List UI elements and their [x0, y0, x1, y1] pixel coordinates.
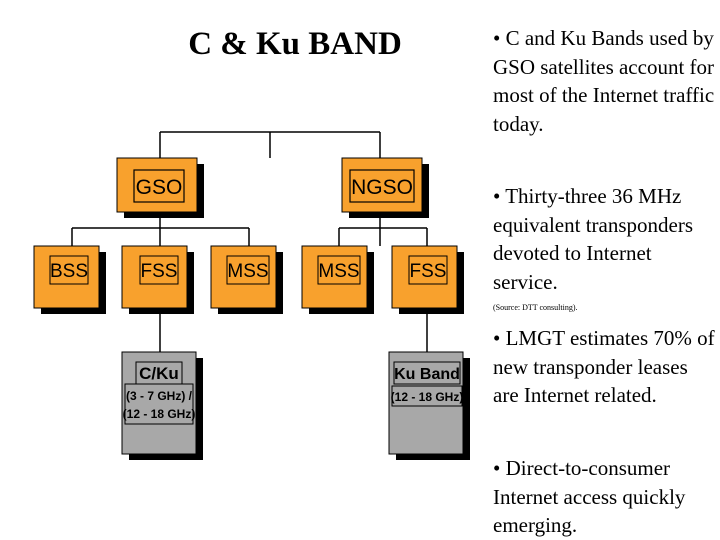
service-node-mss-gso: [211, 246, 283, 314]
gso-label: GSO: [135, 176, 183, 199]
service-node-fss-ngso: [392, 246, 464, 314]
fss-label: FSS: [409, 261, 447, 282]
band-node-cku: [122, 352, 203, 460]
fss-label: FSS: [140, 261, 178, 282]
ngso-label: NGSO: [351, 176, 413, 199]
bullet-gso-traffic: • C and Ku Bands used by GSO satellites account for most of the Internet traffic today.: [493, 26, 715, 136]
cku-label: C/Ku: [139, 364, 179, 383]
slide-title: C & Ku BAND: [188, 26, 402, 62]
mss-label: MSS: [318, 261, 360, 282]
ku-band-label: Ku Band: [394, 366, 460, 383]
gso-node: [117, 158, 204, 218]
source-note: (Source: DTT consulting).: [493, 303, 578, 312]
service-node-mss-ngso: [302, 246, 374, 314]
ngso-node: [342, 158, 429, 218]
cku-range-1: (3 - 7 GHz) /: [125, 389, 193, 403]
ku-band-range: (12 - 18 GHz): [390, 390, 464, 404]
bullet-transponders: • Thirty-three 36 MHz equivalent transponders devoted to Internet service.: [493, 184, 694, 294]
bss-label: BSS: [49, 261, 89, 282]
band-node-ku: [389, 352, 470, 460]
service-node-fss-gso: [122, 246, 194, 314]
mss-label: MSS: [227, 261, 269, 282]
cku-range-2: (12 - 18 GHz): [122, 407, 196, 421]
bullet-direct-to-consumer: • Direct-to-consumer Internet access quickly emerging.: [493, 456, 686, 537]
bullet-lmgt-estimate: • LMGT estimates 70% of new transponder leases are Internet related.: [493, 326, 715, 407]
service-node-bss: [34, 246, 106, 314]
